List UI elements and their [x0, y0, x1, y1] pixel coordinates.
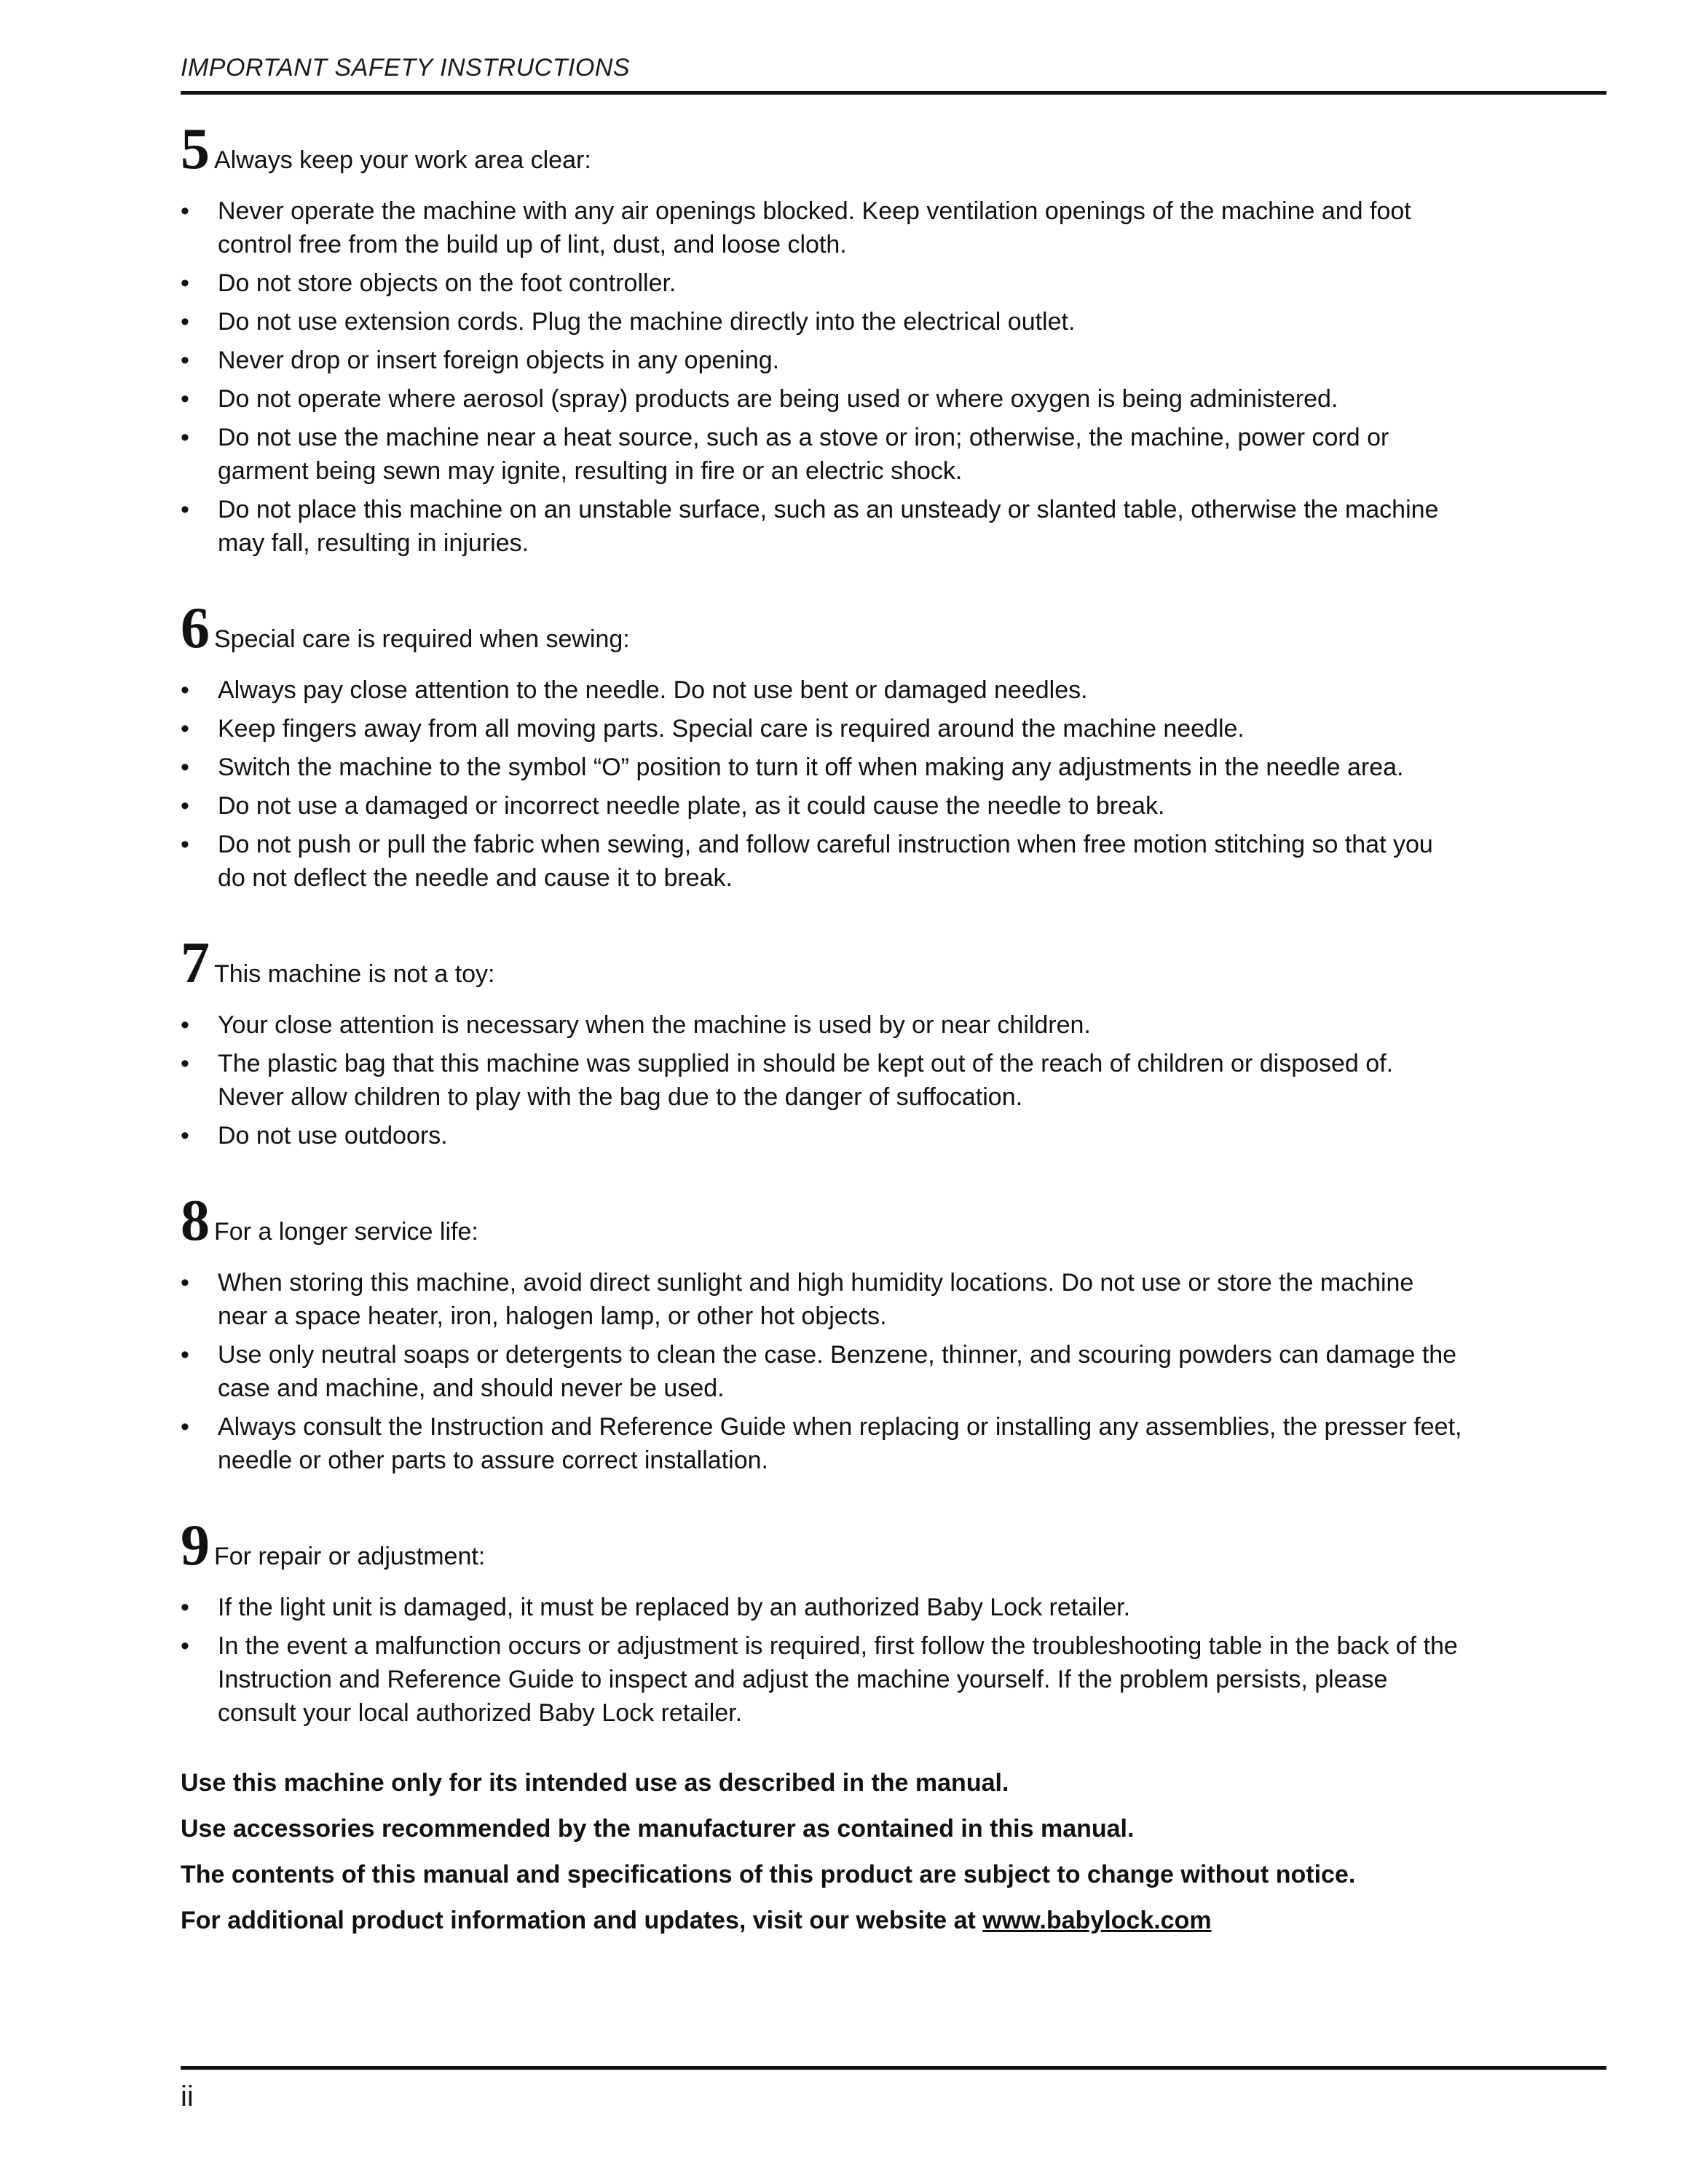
closing-notes — [181, 1766, 1462, 1937]
bullet-list — [181, 1591, 1462, 1730]
section-9 — [181, 1516, 1462, 1730]
list-item: • Do not use outdoors. — [181, 1119, 1462, 1152]
list-item: • Switch the machine to the symbol “O” position to turn it off when making any adjustments in the needle area. — [181, 751, 1462, 784]
section-number: 9 — [181, 1514, 210, 1578]
section-heading — [181, 1189, 1462, 1253]
website-link[interactable]: www.babylock.com — [982, 1907, 1212, 1934]
safety-content — [181, 117, 1462, 1950]
section-title: Special care is required when sewing: — [214, 625, 630, 653]
section-number: 5 — [181, 117, 210, 181]
section-number: 7 — [181, 931, 210, 995]
footer-rule — [181, 2066, 1606, 2070]
list-item: • Never operate the machine with any air openings blocked. Keep ventilation openings of the machine and foot control free from the build up of lint, dust, and loose cloth. — [181, 194, 1462, 261]
section-heading — [181, 931, 1462, 995]
list-item: • Do not use extension cords. Plug the machine directly into the electrical outlet. — [181, 305, 1462, 339]
list-item: • Do not use a damaged or incorrect needle plate, as it could cause the needle to break. — [181, 789, 1462, 823]
section-number: 8 — [181, 1189, 210, 1253]
section-number: 6 — [181, 596, 210, 660]
bullet-list — [181, 673, 1462, 895]
section-heading — [181, 596, 1462, 660]
section-title: Always keep your work area clear: — [214, 146, 591, 174]
list-item: • Do not store objects on the foot controller. — [181, 266, 1462, 300]
section-6 — [181, 596, 1462, 895]
note-change-notice: The contents of this manual and specifications of this product are subject to change without notice. — [181, 1861, 1356, 1888]
list-item: • Do not use the machine near a heat source, such as a stove or iron; otherwise, the machine, power cord or garment being sewn may ignite, resulting in fire or an electric shock. — [181, 421, 1462, 488]
section-8 — [181, 1189, 1462, 1477]
bullet-list — [181, 194, 1462, 560]
section-title: This machine is not a toy: — [214, 960, 495, 988]
list-item: • Always pay close attention to the needle. Do not use bent or damaged needles. — [181, 673, 1462, 707]
page-number: ii — [181, 2081, 194, 2113]
section-7 — [181, 931, 1462, 1152]
list-item: • The plastic bag that this machine was supplied in should be kept out of the reach of children or disposed of. Never allow children to play with the bag due to the danger of suffocation. — [181, 1047, 1462, 1114]
section-title: For a longer service life: — [214, 1218, 478, 1246]
section-title: For repair or adjustment: — [214, 1543, 486, 1570]
list-item: • Your close attention is necessary when the machine is used by or near children. — [181, 1008, 1462, 1042]
list-item: • Do not place this machine on an unstable surface, such as an unsteady or slanted table, otherwise the machine may fall, resulting in injuries. — [181, 493, 1462, 560]
note-accessories: Use accessories recommended by the manufacturer as contained in this manual. — [181, 1815, 1135, 1843]
list-item: • Do not operate where aerosol (spray) products are being used or where oxygen is being administered. — [181, 382, 1462, 416]
bullet-list — [181, 1266, 1462, 1477]
list-item: • Always consult the Instruction and Reference Guide when replacing or installing any assemblies, the presser feet, needle or other parts to assure correct installation. — [181, 1410, 1462, 1477]
bullet-list — [181, 1008, 1462, 1152]
section-heading — [181, 1514, 1462, 1578]
list-item: • Do not push or pull the fabric when sewing, and follow careful instruction when free motion stitching so that you do not deflect the needle and cause it to break. — [181, 828, 1462, 895]
note-intended-use: Use this machine only for its intended use as described in the manual. — [181, 1769, 1009, 1797]
list-item: • Use only neutral soaps or detergents to clean the case. Benzene, thinner, and scouring powders can damage the case and machine, and should never be used. — [181, 1338, 1462, 1405]
list-item: • If the light unit is damaged, it must be replaced by an authorized Baby Lock retailer. — [181, 1591, 1462, 1624]
list-item: • Never drop or insert foreign objects in any opening. — [181, 344, 1462, 377]
website-prefix: For additional product information and updates, visit our website at — [181, 1907, 983, 1934]
note-website — [181, 1904, 1462, 1937]
section-5 — [181, 117, 1462, 560]
page-header-title: IMPORTANT SAFETY INSTRUCTIONS — [181, 54, 631, 82]
list-item: • In the event a malfunction occurs or adjustment is required, first follow the troubleshooting table in the back of the Instruction and Reference Guide to inspect and adjust the machine yourself. If the problem persists, please consult your local authorized Baby Lock retailer. — [181, 1629, 1462, 1730]
list-item: • When storing this machine, avoid direct sunlight and high humidity locations. Do not use or store the machine near a space heater, iron, halogen lamp, or other hot objects. — [181, 1266, 1462, 1333]
section-heading — [181, 117, 1462, 181]
list-item: • Keep fingers away from all moving parts. Special care is required around the machine needle. — [181, 712, 1462, 745]
header-rule — [181, 91, 1606, 95]
